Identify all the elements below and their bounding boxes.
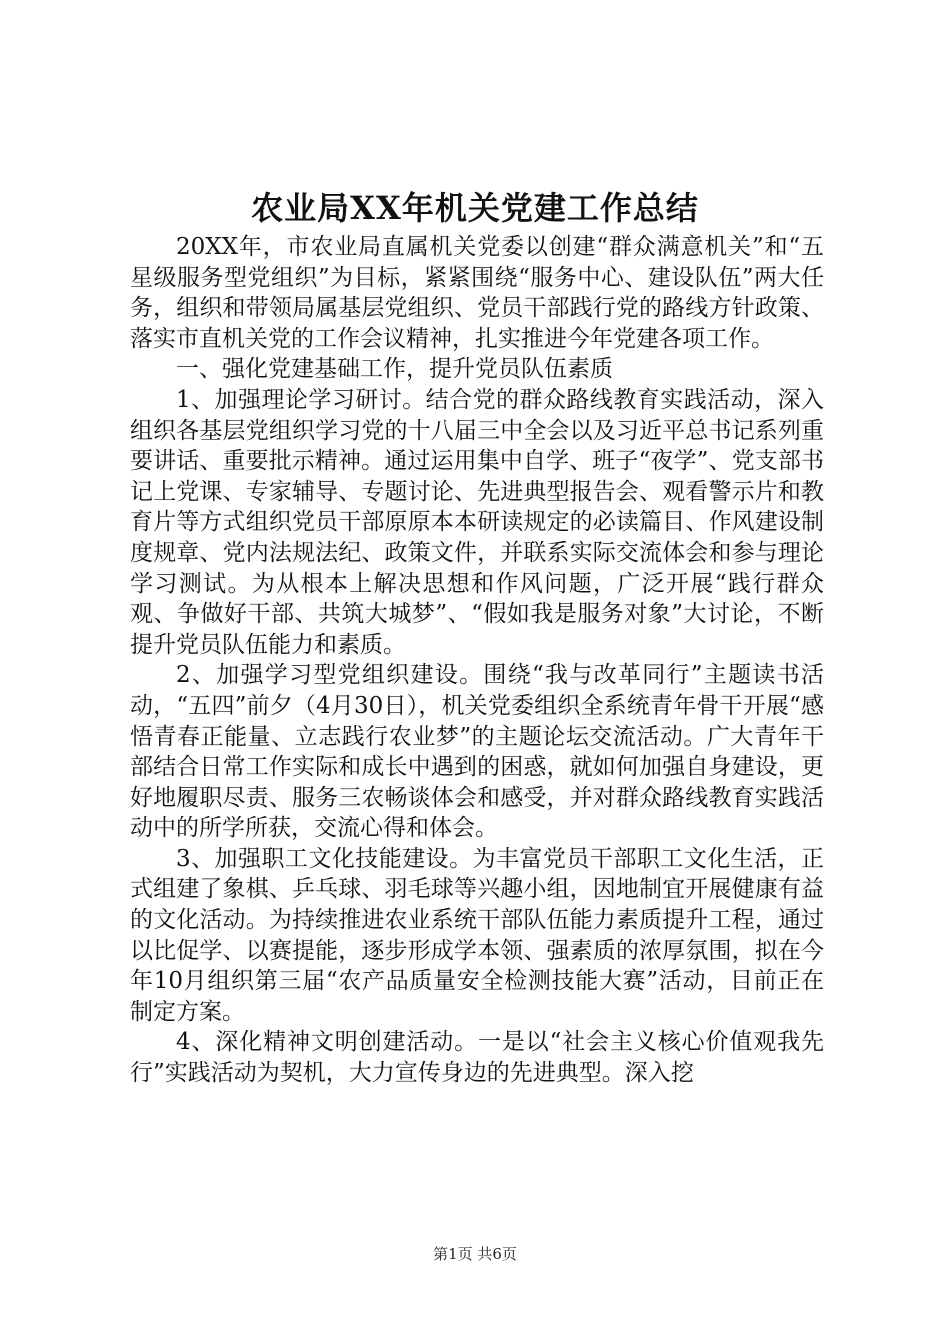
paragraph-item-3: 3、加强职工文化技能建设。为丰富党员干部职工文化生活，正式组建了象棋、乒乓球、羽毛球等兴趣小组，因地制宜开展健康有益的文化活动。为持续推进农业系统干部队伍能力素质提升工程，通过以比促学、以赛提能，逐步形成学本领、强素质的浓厚氛围，拟在今年10月组织第三届“农产品质量安全检测技能大赛”活动，目前正在制定方案。	[130, 845, 824, 1025]
page-number-footer: 第1页 共6页	[433, 1245, 517, 1263]
document-body	[130, 232, 824, 1089]
document-title: 农业局XX年机关党建工作总结	[251, 189, 699, 227]
paragraph-item-2: 2、加强学习型党组织建设。围绕“我与改革同行”主题读书活动，“五四”前夕（4月30日），机关党委组织全系统青年骨干开展“感悟青春正能量、立志践行农业梦”的主题论坛交流活动。广大青年干部结合日常工作实际和成长中遇到的困惑，就如何加强自身建设，更好地履职尽责、服务三农畅谈体会和感受，并对群众路线教育实践活动中的所学所获，交流心得和体会。	[130, 662, 824, 842]
section-heading-1: 一、强化党建基础工作，提升党员队伍素质	[176, 356, 613, 383]
paragraph-item-4: 4、深化精神文明创建活动。一是以“社会主义核心价值观我先行”实践活动为契机，大力宣传身边的先进典型。深入挖	[130, 1029, 824, 1087]
paragraph-item-1: 1、加强理论学习研讨。结合党的群众路线教育实践活动，深入组织各基层党组织学习党的十八届三中全会以及习近平总书记系列重要讲话、重要批示精神。通过运用集中自学、班子“夜学”、党支部书记上党课、专家辅导、专题讨论、先进典型报告会、观看警示片和教育片等方式组织党员干部原原本本研读规定的必读篇目、作风建设制度规章、党内法规法纪、政策文件，并联系实际交流体会和参与理论学习测试。为从根本上解决思想和作风问题，广泛开展“践行群众观、争做好干部、共筑大城梦”、“假如我是服务对象”大讨论，不断提升党员队伍能力和素质。	[130, 386, 824, 658]
intro-paragraph: 20XX年，市农业局直属机关党委以创建“群众满意机关”和“五星级服务型党组织”为目标，紧紧围绕“服务中心、建设队伍”两大任务，组织和带领局属基层党组织、党员干部践行党的路线方针政策、落实市直机关党的工作会议精神，扎实推进今年党建各项工作。	[130, 234, 824, 352]
